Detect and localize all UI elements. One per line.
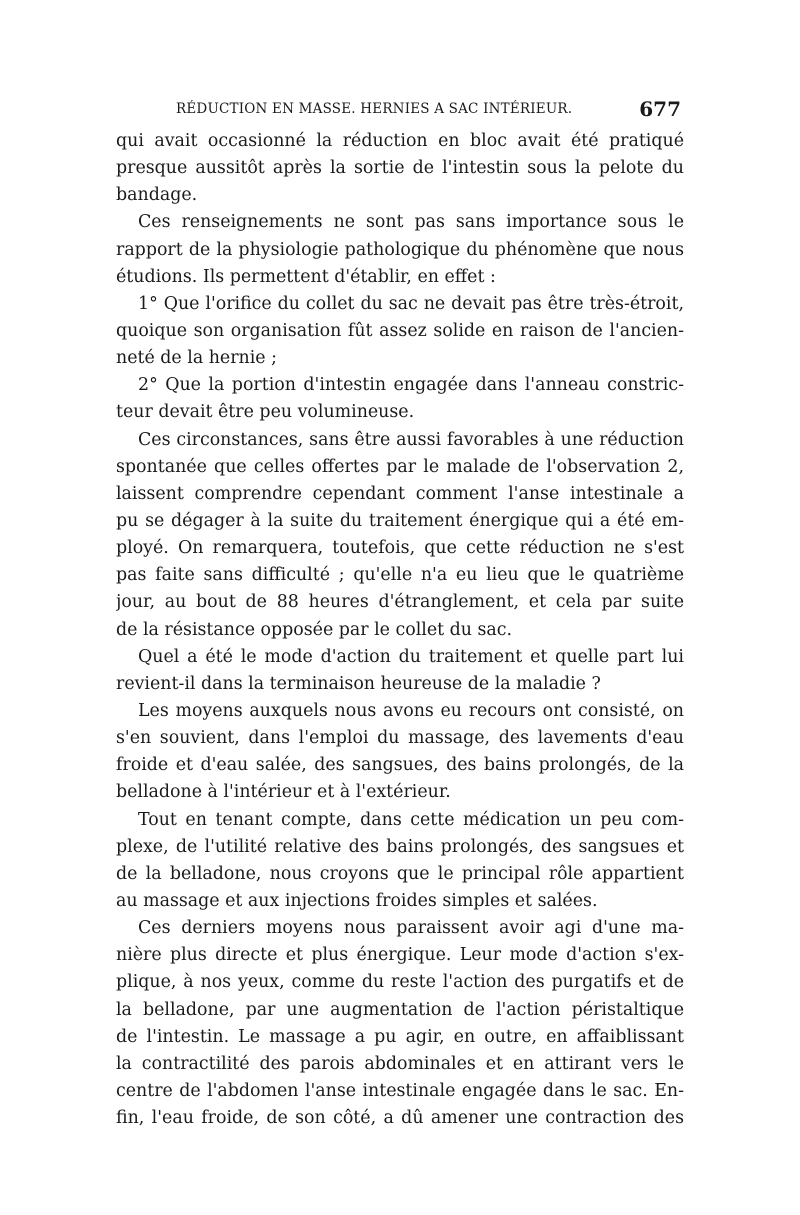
text-line: centre de l'abdomen l'anse intestinale engagée dans le sac. En- [116,1080,684,1101]
text-line: Tout en tenant compte, dans cette médication un peu com- [138,809,684,830]
text-line: neté de la hernie ; [116,348,277,369]
text-line: plexe, de l'utilité relative des bains prolongés, des sangsues et [116,836,684,857]
text-line: laissent comprendre cependant comment l'anse intestinale a [116,483,684,504]
page-number: 677 [639,97,681,121]
text-line: Quel a été le mode d'action du traitement et quelle part lui [138,646,684,667]
text-line: rapport de la physiologie pathologique du phénomène que nous [116,239,684,260]
text-line: 2° Que la portion d'intestin engagée dans l'anneau constric- [138,375,684,396]
text-line: nière plus directe et plus énergique. Leur mode d'action s'ex- [116,945,684,966]
text-line: fin, l'eau froide, de son côté, a dû amener une contraction des [116,1108,684,1129]
text-line: étudions. Ils permettent d'établir, en effet : [116,266,496,287]
text-line: la contractilité des parois abdominales et en attirant vers le [116,1053,684,1074]
text-line: de la belladone, nous croyons que le principal rôle appartient [116,863,684,884]
text-line: pu se dégager à la suite du traitement énergique qui a été em- [116,510,684,531]
text-line: de l'intestin. Le massage a pu agir, en outre, en affaiblissant [116,1026,684,1047]
text-line: belladone à l'intérieur et à l'extérieur. [116,782,451,803]
body-text [116,128,684,1132]
text-line: de la résistance opposée par le collet du sac. [116,619,513,640]
text-line: qui avait occasionné la réduction en bloc avait été pratiqué [116,131,684,151]
text-line: pas faite sans difficulté ; qu'elle n'a eu lieu que le quatrième [116,565,684,586]
text-line: Ces renseignements ne sont pas sans importance sous le [138,212,684,233]
text-line: Ces derniers moyens nous paraissent avoir agi d'une ma- [138,918,684,939]
text-line: bandage. [116,185,198,206]
text-line: plique, à nos yeux, comme du reste l'action des purgatifs et de [116,972,684,993]
running-head [176,97,681,119]
text-line: Les moyens auxquels nous avons eu recours ont consisté, on [138,700,684,721]
text-line: teur devait être peu volumineuse. [116,402,415,423]
text-line: jour, au bout de 88 heures d'étranglement, et cela par suite [116,592,684,613]
text-line: quoique son organisation fût assez solide en raison de l'ancien- [116,320,684,341]
text-line: spontanée que celles offertes par le malade de l'observation 2, [116,456,684,477]
text-line: revient-il dans la terminaison heureuse de la maladie ? [116,673,601,694]
running-title: RÉDUCTION EN MASSE. HERNIES A SAC INTÉRIEUR. [176,101,573,117]
text-line: la belladone, par une augmentation de l'action péristaltique [116,999,684,1020]
text-line: s'en souvient, dans l'emploi du massage, des lavements d'eau [116,728,684,749]
text-line: froide et d'eau salée, des sangsues, des bains prolongés, de la [116,755,684,776]
text-line: presque aussitôt après la sortie de l'intestin sous la pelote du [116,158,684,179]
text-line: ployé. On remarquera, toutefois, que cette réduction ne s'est [116,538,684,559]
text-line: au massage et aux injections froides simples et salées. [116,890,598,911]
text-line: 1° Que l'orifice du collet du sac ne devait pas être très-étroit, [138,293,684,314]
text-line: Ces circonstances, sans être aussi favorables à une réduction [138,429,684,450]
